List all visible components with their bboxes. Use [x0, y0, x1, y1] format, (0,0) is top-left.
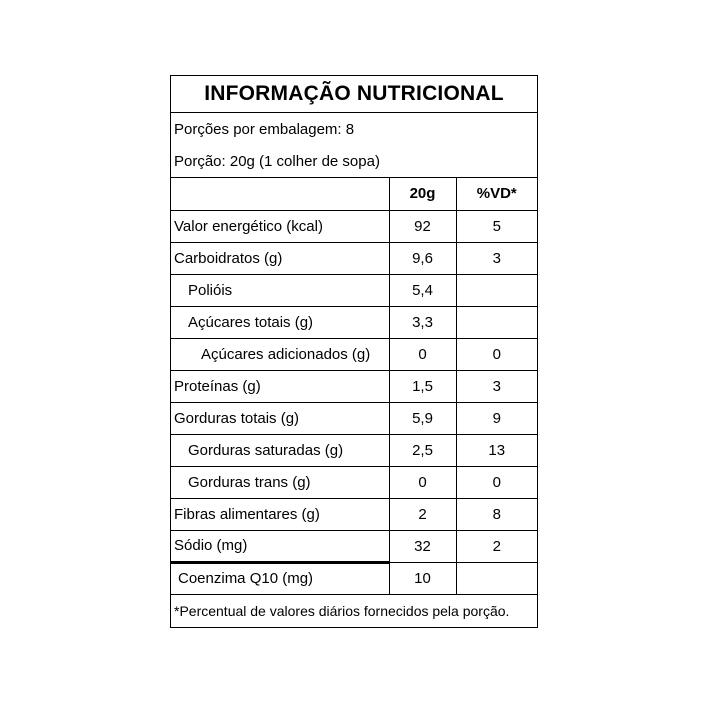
- header-vd-cell: %VD*: [456, 178, 537, 210]
- nutrient-vd: 3: [456, 370, 537, 402]
- nutrient-vd: [456, 274, 537, 306]
- nutrient-qty: 0: [389, 466, 456, 498]
- nutrient-name: Carboidratos (g): [171, 242, 389, 274]
- nutrient-name: Açúcares adicionados (g): [171, 338, 389, 370]
- row-total-sugars: [171, 306, 537, 338]
- nutrient-qty: 9,6: [389, 242, 456, 274]
- row-coenzyme-q10: [171, 562, 537, 594]
- label-title: INFORMAÇÃO NUTRICIONAL: [171, 76, 537, 113]
- row-energy: [171, 210, 537, 242]
- row-polyols: [171, 274, 537, 306]
- nutrient-vd: [456, 306, 537, 338]
- nutrient-qty: 2: [389, 498, 456, 530]
- nutrient-name: Polióis: [171, 274, 389, 306]
- serving-size: Porção: 20g (1 colher de sopa): [171, 145, 537, 178]
- header-name-cell: [171, 178, 389, 210]
- nutrient-qty: 5,4: [389, 274, 456, 306]
- nutrient-name: Gorduras totais (g): [171, 402, 389, 434]
- nutrient-vd: [456, 562, 537, 594]
- nutrient-name: Açúcares totais (g): [171, 306, 389, 338]
- servings-per-package: Porções por embalagem: 8: [174, 120, 355, 138]
- table-header-row: [171, 178, 537, 210]
- row-total-fat: [171, 402, 537, 434]
- footnote: *Percentual de valores diários fornecidos pela porção.: [174, 602, 510, 619]
- nutrient-qty: 3,3: [389, 306, 456, 338]
- nutrient-qty: 1,5: [389, 370, 456, 402]
- nutrient-vd: 8: [456, 498, 537, 530]
- nutrient-vd: 13: [456, 434, 537, 466]
- nutrient-name: Coenzima Q10 (mg): [171, 562, 389, 594]
- row-carbohydrates: [171, 242, 537, 274]
- nutrient-qty: 0: [389, 338, 456, 370]
- nutrient-qty: 2,5: [389, 434, 456, 466]
- row-saturated-fat: [171, 434, 537, 466]
- nutrient-table: [171, 178, 537, 595]
- nutrient-vd: 0: [456, 466, 537, 498]
- nutrient-name: Sódio (mg): [171, 530, 389, 562]
- row-added-sugars: [171, 338, 537, 370]
- row-sodium: [171, 530, 537, 562]
- header-qty-cell: 20g: [389, 178, 456, 210]
- nutrient-vd: 0: [456, 338, 537, 370]
- nutrient-vd: 9: [456, 402, 537, 434]
- row-proteins: [171, 370, 537, 402]
- nutrient-name: Fibras alimentares (g): [171, 498, 389, 530]
- nutrient-qty: 5,9: [389, 402, 456, 434]
- row-dietary-fiber: [171, 498, 537, 530]
- row-trans-fat: [171, 466, 537, 498]
- nutrient-name: Gorduras saturadas (g): [171, 434, 389, 466]
- nutrient-name: Valor energético (kcal): [171, 210, 389, 242]
- nutrient-vd: 3: [456, 242, 537, 274]
- nutrient-name: Proteínas (g): [171, 370, 389, 402]
- nutrient-name: Gorduras trans (g): [171, 466, 389, 498]
- nutrient-qty: 92: [389, 210, 456, 242]
- nutrient-vd: 5: [456, 210, 537, 242]
- nutrient-qty: 32: [389, 530, 456, 562]
- nutrient-vd: 2: [456, 530, 537, 562]
- nutrition-facts-label: [170, 75, 538, 628]
- nutrient-qty: 10: [389, 562, 456, 594]
